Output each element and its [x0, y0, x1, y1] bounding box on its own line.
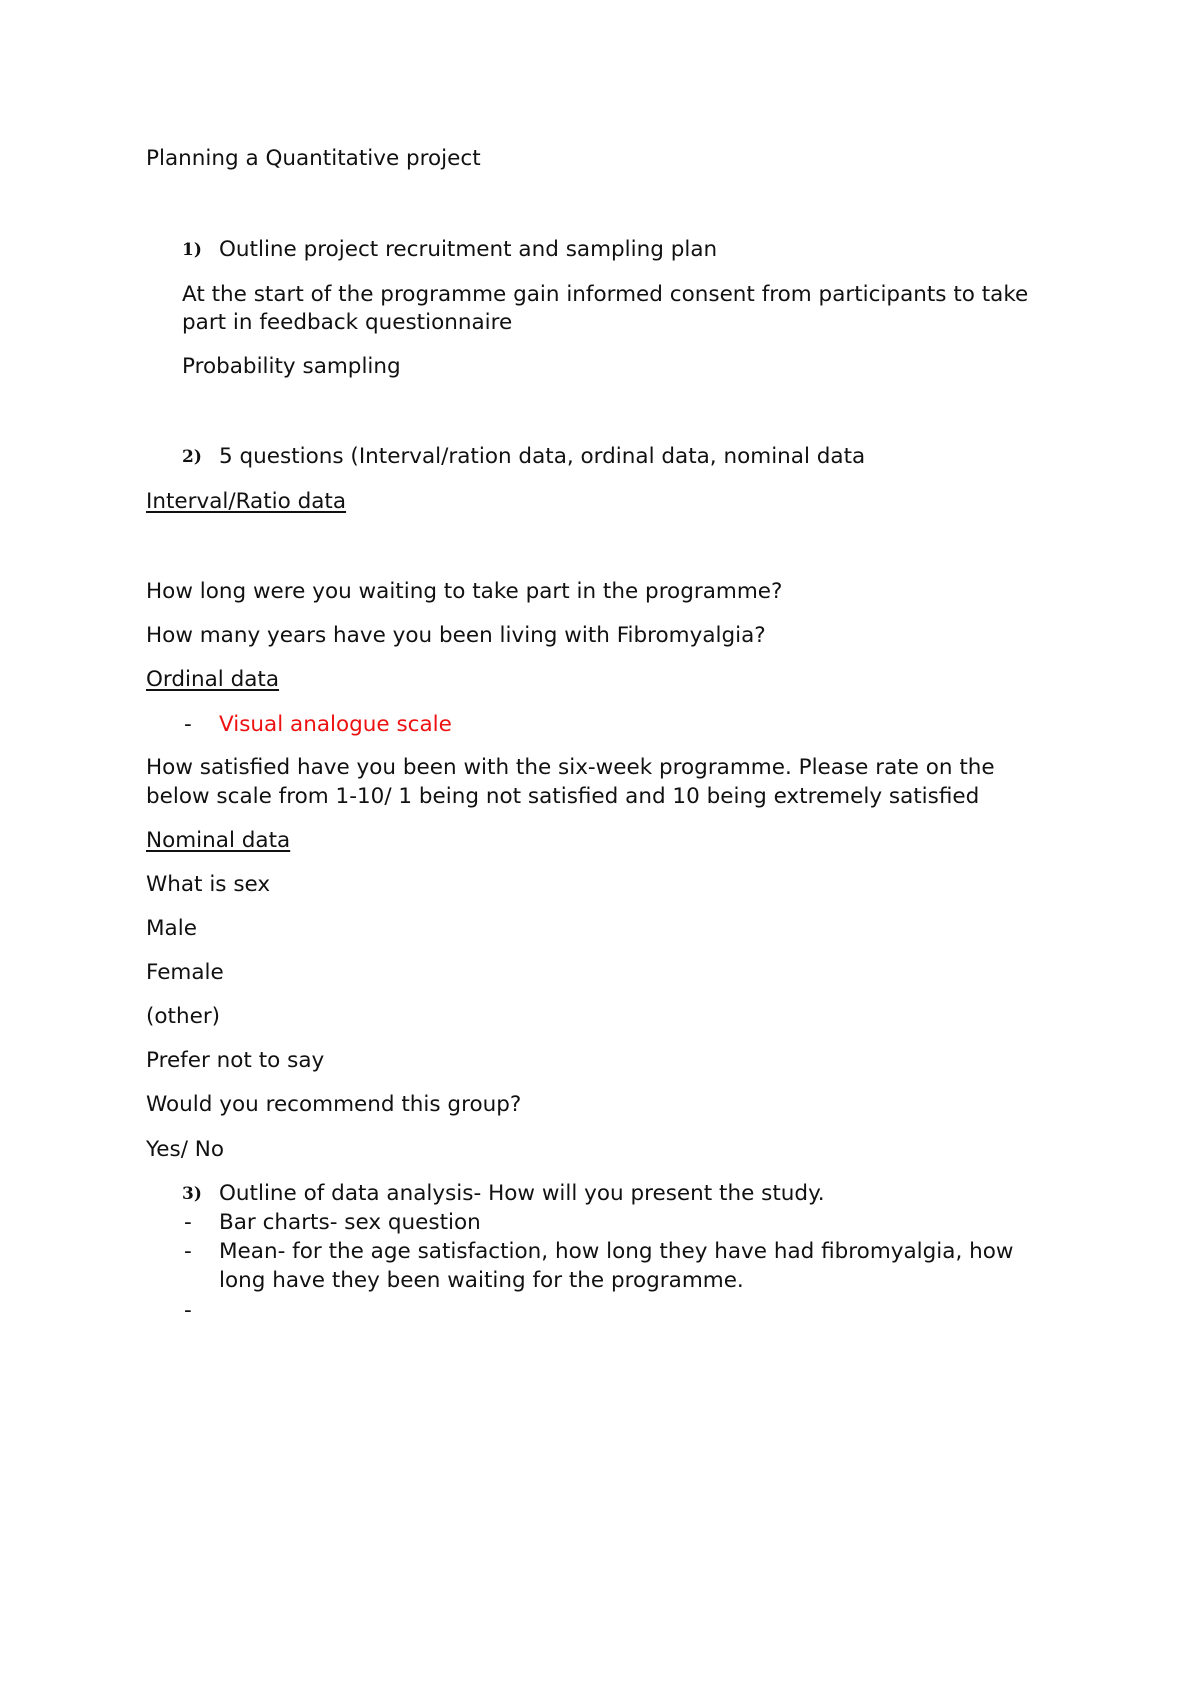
nominal-heading: Nominal data: [146, 828, 291, 853]
analysis-bullet-bar-charts: Bar charts- sex question: [219, 1210, 481, 1235]
section-2-number: 2): [182, 447, 202, 467]
option-male: Male: [146, 916, 197, 941]
visual-analogue-scale: Visual analogue scale: [219, 712, 452, 737]
analysis-bullet-mean-line-1: Mean- for the age satisfaction, how long they have had fibromyalgia, how: [219, 1239, 1014, 1264]
section-1-heading: Outline project recruitment and sampling plan: [219, 237, 718, 262]
interval-ratio-heading: Interval/Ratio data: [146, 489, 347, 514]
question-satisfaction-line-1: How satisfied have you been with the six-week programme. Please rate on the: [146, 755, 995, 780]
question-satisfaction-line-2: below scale from 1-10/ 1 being not satisfied and 10 being extremely satisfied: [146, 784, 980, 809]
section-3-number: 3): [182, 1184, 202, 1204]
question-recommend: Would you recommend this group?: [146, 1092, 522, 1117]
bullet-dash-3: -: [184, 1298, 192, 1323]
question-years-fibromyalgia: How many years have you been living with Fibromyalgia?: [146, 623, 766, 648]
section-2-heading: 5 questions (Interval/ration data, ordinal data, nominal data: [219, 444, 866, 469]
answer-yes-no: Yes/ No: [146, 1137, 225, 1162]
option-female: Female: [146, 960, 224, 985]
bullet-dash-1: -: [184, 1210, 192, 1235]
bullet-dash-2: -: [184, 1239, 192, 1264]
section-1-paragraph-line-1: At the start of the programme gain informed consent from participants to take: [182, 282, 1029, 307]
ordinal-bullet-dash: -: [184, 712, 192, 737]
section-1-paragraph-line-2: part in feedback questionnaire: [182, 310, 513, 335]
sampling-method: Probability sampling: [182, 354, 401, 379]
section-3-heading: Outline of data analysis- How will you present the study.: [219, 1181, 825, 1206]
analysis-bullet-mean-line-2: long have they been waiting for the programme.: [219, 1268, 744, 1293]
question-waiting-time: How long were you waiting to take part in the programme?: [146, 579, 783, 604]
option-prefer-not-to-say: Prefer not to say: [146, 1048, 325, 1073]
section-1-number: 1): [182, 240, 202, 260]
question-sex: What is sex: [146, 872, 271, 897]
option-other: (other): [146, 1004, 221, 1029]
document-title: Planning a Quantitative project: [146, 146, 481, 171]
ordinal-heading: Ordinal data: [146, 667, 280, 692]
